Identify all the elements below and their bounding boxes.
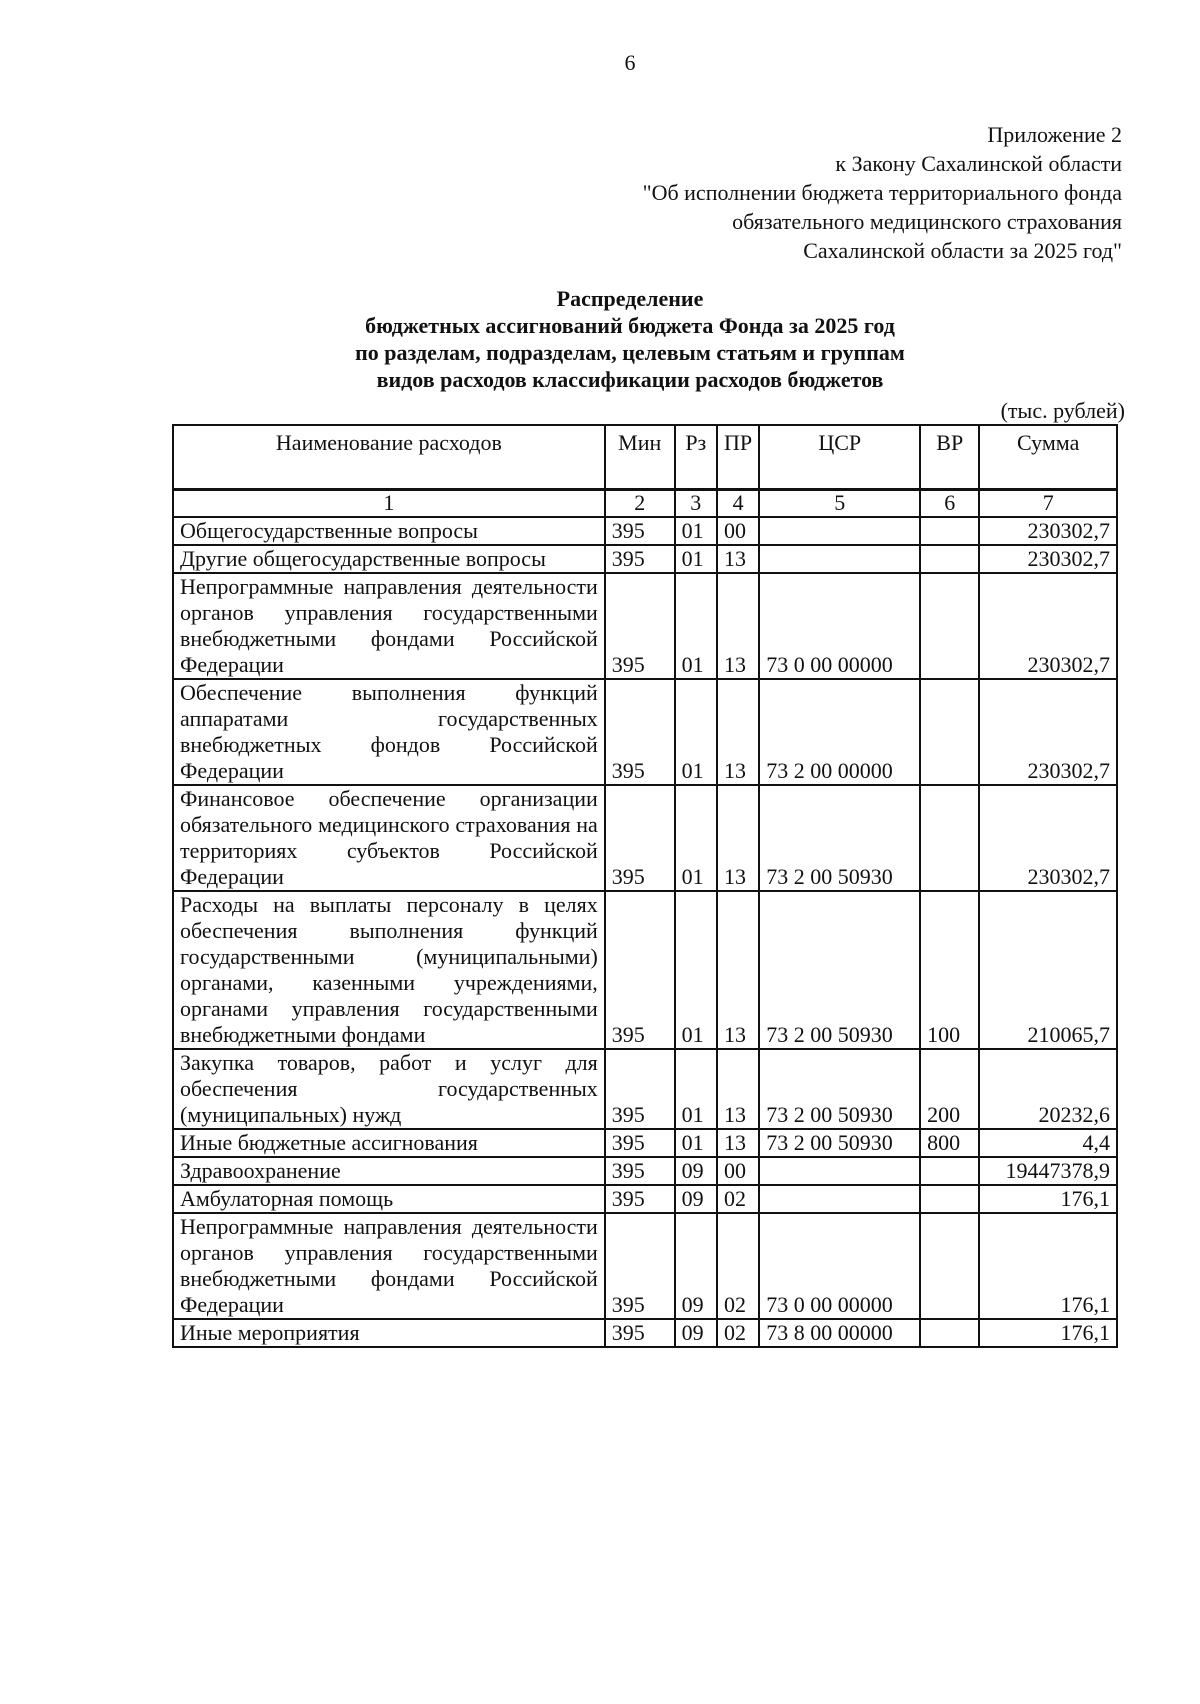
cell-csr: 73 8 00 00000 (759, 1319, 920, 1347)
cell-vr (920, 545, 979, 573)
column-number: 3 (675, 489, 717, 517)
cell-name: Закупка товаров, работ и услуг для обеспечения государственных (муниципальных) нужд (173, 1049, 605, 1129)
cell-pr: 13 (717, 891, 759, 1049)
cell-sum: 20232,6 (979, 1049, 1117, 1129)
table-row (173, 785, 1117, 891)
cell-csr (759, 1185, 920, 1213)
cell-sum: 210065,7 (979, 891, 1117, 1049)
cell-csr: 73 0 00 00000 (759, 573, 920, 679)
column-number: 1 (173, 489, 605, 517)
units-label: (тыс. рублей) (1000, 398, 1125, 423)
cell-name: Общегосударственные вопросы (173, 517, 605, 545)
table-row (173, 1157, 1117, 1185)
cell-min: 395 (605, 1049, 675, 1129)
cell-csr: 73 0 00 00000 (759, 1213, 920, 1319)
cell-sum: 230302,7 (979, 545, 1117, 573)
cell-min: 395 (605, 1129, 675, 1157)
cell-vr (920, 517, 979, 545)
cell-name: Непрограммные направления деятельности органов управления государственными внебюджетными фондами Российской Федерации (173, 573, 605, 679)
cell-name: Амбулаторная помощь (173, 1185, 605, 1213)
cell-csr: 73 2 00 50930 (759, 1049, 920, 1129)
cell-min: 395 (605, 1319, 675, 1347)
cell-rz: 09 (675, 1185, 717, 1213)
column-number-row (173, 489, 1117, 517)
cell-pr: 13 (717, 545, 759, 573)
appendix-header (643, 120, 1122, 265)
cell-rz: 01 (675, 1129, 717, 1157)
cell-pr: 02 (717, 1213, 759, 1319)
cell-min: 395 (605, 679, 675, 785)
table-body (173, 489, 1117, 1347)
cell-name: Обеспечение выполнения функций аппаратами государственных внебюджетных фондов Российской Федерации (173, 679, 605, 785)
cell-sum: 230302,7 (979, 785, 1117, 891)
cell-pr: 13 (717, 573, 759, 679)
cell-csr: 73 2 00 00000 (759, 679, 920, 785)
cell-vr (920, 573, 979, 679)
cell-min: 395 (605, 573, 675, 679)
cell-pr: 00 (717, 517, 759, 545)
cell-rz: 09 (675, 1319, 717, 1347)
cell-rz: 01 (675, 1049, 717, 1129)
appendix-line: Сахалинской области за 2025 год" (803, 238, 1122, 263)
cell-csr: 73 2 00 50930 (759, 891, 920, 1049)
cell-name: Финансовое обеспечение организации обязательного медицинского страхования на территориях субъектов Российской Федерации (173, 785, 605, 891)
cell-vr (920, 679, 979, 785)
header-cell-rz: Рз (675, 425, 717, 490)
cell-name: Здравоохранение (173, 1157, 605, 1185)
cell-rz: 01 (675, 517, 717, 545)
cell-sum: 230302,7 (979, 573, 1117, 679)
table-row (173, 1213, 1117, 1319)
cell-vr (920, 1157, 979, 1185)
cell-pr: 13 (717, 679, 759, 785)
cell-name: Другие общегосударственные вопросы (173, 545, 605, 573)
title-line: бюджетных ассигнований бюджета Фонда за 2025 год (365, 313, 895, 338)
cell-sum: 176,1 (979, 1319, 1117, 1347)
table-row (173, 517, 1117, 545)
cell-sum: 230302,7 (979, 679, 1117, 785)
cell-csr (759, 1157, 920, 1185)
cell-rz: 09 (675, 1213, 717, 1319)
column-number: 4 (717, 489, 759, 517)
header-cell-sum: Сумма (979, 425, 1117, 490)
cell-csr (759, 517, 920, 545)
cell-min: 395 (605, 1213, 675, 1319)
column-number: 2 (605, 489, 675, 517)
cell-pr: 13 (717, 1049, 759, 1129)
table-row (173, 573, 1117, 679)
table-row (173, 1185, 1117, 1213)
cell-csr (759, 545, 920, 573)
cell-vr (920, 785, 979, 891)
cell-vr: 800 (920, 1129, 979, 1157)
cell-rz: 01 (675, 573, 717, 679)
table-row (173, 1129, 1117, 1157)
cell-rz: 01 (675, 785, 717, 891)
cell-rz: 01 (675, 891, 717, 1049)
header-cell-vr: ВР (920, 425, 979, 490)
column-number: 6 (920, 489, 979, 517)
table-row (173, 891, 1117, 1049)
header-cell-name: Наименование расходов (173, 425, 605, 490)
table-row (173, 679, 1117, 785)
cell-name: Расходы на выплаты персоналу в целях обеспечения выполнения функций государственными (муниципальными) органами, казенными учреждениями, органами управления государственными внебюджетными фондами (173, 891, 605, 1049)
cell-min: 395 (605, 785, 675, 891)
cell-pr: 02 (717, 1185, 759, 1213)
column-number: 5 (759, 489, 920, 517)
header-cell-min: Мин (605, 425, 675, 490)
cell-rz: 01 (675, 679, 717, 785)
column-number: 7 (979, 489, 1117, 517)
cell-pr: 02 (717, 1319, 759, 1347)
cell-name: Иные мероприятия (173, 1319, 605, 1347)
cell-rz: 09 (675, 1157, 717, 1185)
cell-vr (920, 1213, 979, 1319)
cell-rz: 01 (675, 545, 717, 573)
cell-sum: 19447378,9 (979, 1157, 1117, 1185)
table-row (173, 1319, 1117, 1347)
appendix-line: обязательного медицинского страхования (732, 209, 1122, 234)
table-row (173, 545, 1117, 573)
cell-sum: 176,1 (979, 1213, 1117, 1319)
cell-vr: 100 (920, 891, 979, 1049)
cell-min: 395 (605, 1157, 675, 1185)
document-title (0, 285, 1200, 393)
cell-vr (920, 1185, 979, 1213)
table-row (173, 1049, 1117, 1129)
cell-name: Иные бюджетные ассигнования (173, 1129, 605, 1157)
cell-min: 395 (605, 1185, 675, 1213)
title-line: Распределение (556, 286, 704, 311)
header-row (173, 425, 1117, 490)
cell-csr: 73 2 00 50930 (759, 785, 920, 891)
appendix-line: "Об исполнении бюджета территориального фонда (642, 180, 1122, 205)
cell-pr: 13 (717, 1129, 759, 1157)
appendix-line: Приложение 2 (987, 122, 1122, 147)
header-cell-csr: ЦСР (759, 425, 920, 490)
cell-vr: 200 (920, 1049, 979, 1129)
cell-csr: 73 2 00 50930 (759, 1129, 920, 1157)
cell-min: 395 (605, 891, 675, 1049)
cell-min: 395 (605, 545, 675, 573)
header-cell-pr: ПР (717, 425, 759, 490)
table-header (172, 424, 1118, 491)
cell-sum: 176,1 (979, 1185, 1117, 1213)
cell-name: Непрограммные направления деятельности органов управления государственными внебюджетными фондами Российской Федерации (173, 1213, 605, 1319)
title-line: по разделам, подразделам, целевым статьям и группам (355, 340, 905, 365)
budget-table (172, 488, 1118, 1348)
cell-pr: 13 (717, 785, 759, 891)
cell-sum: 4,4 (979, 1129, 1117, 1157)
cell-sum: 230302,7 (979, 517, 1117, 545)
title-line: видов расходов классификации расходов бюджетов (376, 367, 884, 392)
cell-min: 395 (605, 517, 675, 545)
cell-pr: 00 (717, 1157, 759, 1185)
appendix-line: к Закону Сахалинской области (835, 151, 1122, 176)
page-number: 6 (624, 50, 636, 75)
cell-vr (920, 1319, 979, 1347)
